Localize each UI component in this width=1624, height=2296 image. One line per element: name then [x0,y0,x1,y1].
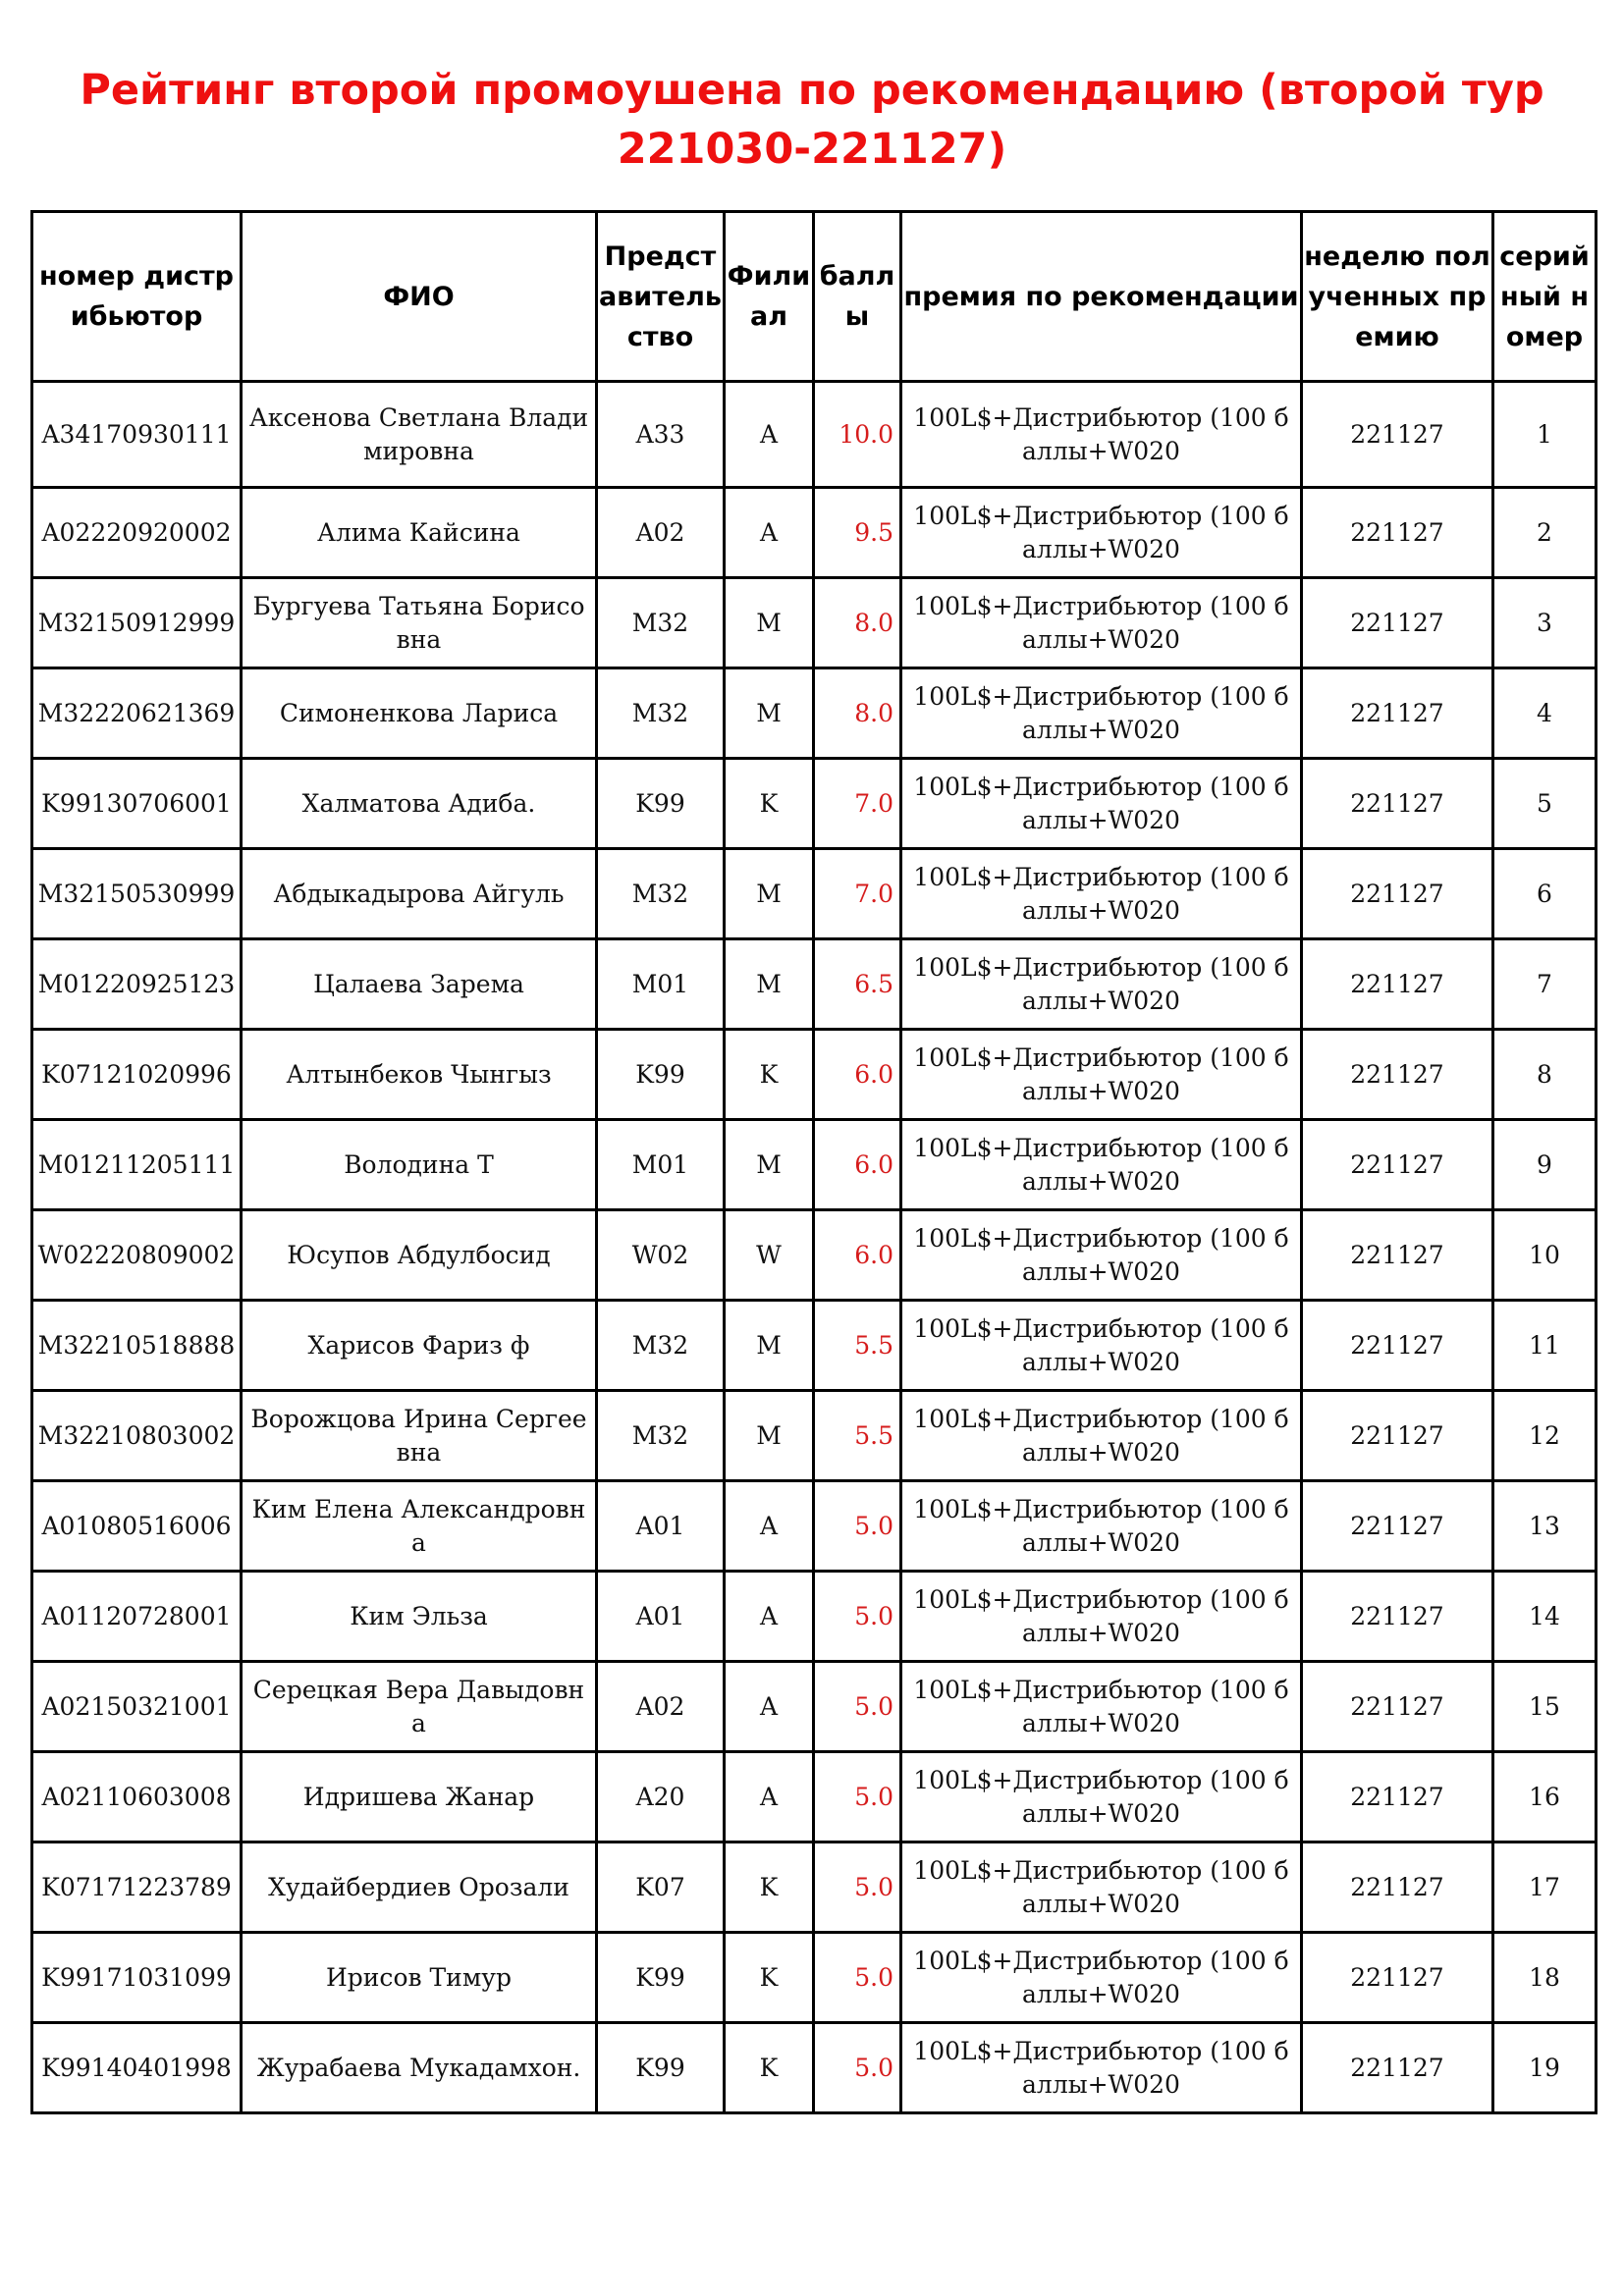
cell-full-name: Ким Елена Александровна [242,1481,597,1572]
table-row [32,578,1597,668]
table-row [32,849,1597,939]
cell-branch: A [725,382,814,488]
cell-distributor-id: K99130706001 [32,759,242,849]
cell-serial-number: 11 [1493,1301,1597,1391]
cell-week: 221127 [1302,1752,1493,1842]
cell-office: M32 [597,849,725,939]
cell-full-name: Володина Т [242,1120,597,1210]
cell-week: 221127 [1302,849,1493,939]
cell-distributor-id: A01120728001 [32,1572,242,1662]
header-score: баллы [814,212,901,382]
header-distributor-id: номер дистрибьютор [32,212,242,382]
cell-week: 221127 [1302,1030,1493,1120]
cell-serial-number: 18 [1493,1933,1597,2023]
cell-office: K99 [597,2023,725,2113]
cell-distributor-id: K07171223789 [32,1842,242,1933]
cell-office: M32 [597,668,725,759]
cell-week: 221127 [1302,1842,1493,1933]
cell-office: A01 [597,1481,725,1572]
cell-prize: 100L$+Дистрибьютор (100 баллы+W020 [901,1933,1302,2023]
table-body [32,382,1597,2113]
cell-branch: A [725,1572,814,1662]
cell-prize: 100L$+Дистрибьютор (100 баллы+W020 [901,1572,1302,1662]
cell-distributor-id: K99140401998 [32,2023,242,2113]
cell-score: 7.0 [814,849,901,939]
cell-score: 5.0 [814,1842,901,1933]
cell-distributor-id: M32150912999 [32,578,242,668]
cell-office: M01 [597,939,725,1030]
cell-branch: M [725,578,814,668]
cell-full-name: Алима Кайсина [242,488,597,578]
cell-full-name: Ирисов Тимур [242,1933,597,2023]
cell-office: A33 [597,382,725,488]
table-row [32,1301,1597,1391]
cell-prize: 100L$+Дистрибьютор (100 баллы+W020 [901,1752,1302,1842]
cell-distributor-id: A02110603008 [32,1752,242,1842]
table-row [32,939,1597,1030]
cell-office: M32 [597,578,725,668]
table-row [32,1662,1597,1752]
cell-prize: 100L$+Дистрибьютор (100 баллы+W020 [901,578,1302,668]
cell-full-name: Юсупов Абдулбосид [242,1210,597,1301]
table-row [32,1481,1597,1572]
cell-branch: K [725,759,814,849]
cell-week: 221127 [1302,382,1493,488]
cell-week: 221127 [1302,578,1493,668]
cell-distributor-id: A02220920002 [32,488,242,578]
cell-branch: K [725,1842,814,1933]
cell-score: 6.0 [814,1120,901,1210]
table-row [32,488,1597,578]
cell-branch: M [725,939,814,1030]
cell-full-name: Аксенова Светлана Владимировна [242,382,597,488]
cell-serial-number: 6 [1493,849,1597,939]
cell-score: 5.5 [814,1391,901,1481]
cell-week: 221127 [1302,1933,1493,2023]
cell-distributor-id: A01080516006 [32,1481,242,1572]
cell-branch: W [725,1210,814,1301]
cell-office: M32 [597,1391,725,1481]
cell-week: 221127 [1302,1662,1493,1752]
cell-serial-number: 10 [1493,1210,1597,1301]
page-title [0,61,1624,179]
table-row [32,759,1597,849]
cell-week: 221127 [1302,1481,1493,1572]
cell-full-name: Ким Эльза [242,1572,597,1662]
rating-table [30,210,1597,2114]
cell-distributor-id: W02220809002 [32,1210,242,1301]
cell-prize: 100L$+Дистрибьютор (100 баллы+W020 [901,488,1302,578]
cell-week: 221127 [1302,2023,1493,2113]
header-office: Представительство [597,212,725,382]
cell-serial-number: 5 [1493,759,1597,849]
cell-branch: A [725,488,814,578]
cell-serial-number: 13 [1493,1481,1597,1572]
table-row [32,1933,1597,2023]
cell-office: A02 [597,488,725,578]
cell-score: 10.0 [814,382,901,488]
cell-week: 221127 [1302,939,1493,1030]
cell-office: A02 [597,1662,725,1752]
table-row [32,1752,1597,1842]
cell-full-name: Бургуева Татьяна Борисовна [242,578,597,668]
cell-prize: 100L$+Дистрибьютор (100 баллы+W020 [901,1391,1302,1481]
cell-full-name: Серецкая Вера Давыдовна [242,1662,597,1752]
cell-prize: 100L$+Дистрибьютор (100 баллы+W020 [901,1210,1302,1301]
cell-score: 6.0 [814,1030,901,1120]
cell-prize: 100L$+Дистрибьютор (100 баллы+W020 [901,1662,1302,1752]
cell-branch: M [725,668,814,759]
cell-serial-number: 9 [1493,1120,1597,1210]
cell-serial-number: 1 [1493,382,1597,488]
cell-prize: 100L$+Дистрибьютор (100 баллы+W020 [901,759,1302,849]
table-row [32,382,1597,488]
cell-distributor-id: A34170930111 [32,382,242,488]
cell-serial-number: 16 [1493,1752,1597,1842]
cell-distributor-id: A02150321001 [32,1662,242,1752]
cell-full-name: Идришева Жанар [242,1752,597,1842]
cell-full-name: Симоненкова Лариса [242,668,597,759]
cell-week: 221127 [1302,1120,1493,1210]
cell-full-name: Журабаева Мукадамхон. [242,2023,597,2113]
cell-serial-number: 2 [1493,488,1597,578]
cell-week: 221127 [1302,759,1493,849]
cell-score: 5.0 [814,2023,901,2113]
header-branch: Филиал [725,212,814,382]
cell-distributor-id: M32210803002 [32,1391,242,1481]
cell-week: 221127 [1302,488,1493,578]
table-row [32,1210,1597,1301]
table-row [32,2023,1597,2113]
cell-office: M01 [597,1120,725,1210]
cell-serial-number: 14 [1493,1572,1597,1662]
cell-branch: A [725,1662,814,1752]
cell-serial-number: 17 [1493,1842,1597,1933]
cell-branch: M [725,1120,814,1210]
cell-score: 5.0 [814,1481,901,1572]
table-row [32,1572,1597,1662]
cell-branch: K [725,1933,814,2023]
cell-branch: M [725,1301,814,1391]
cell-prize: 100L$+Дистрибьютор (100 баллы+W020 [901,1481,1302,1572]
header-full-name: ФИО [242,212,597,382]
table-row [32,1842,1597,1933]
cell-prize: 100L$+Дистрибьютор (100 баллы+W020 [901,382,1302,488]
cell-prize: 100L$+Дистрибьютор (100 баллы+W020 [901,939,1302,1030]
cell-office: K99 [597,1030,725,1120]
cell-full-name: Абдыкадырова Айгуль [242,849,597,939]
cell-branch: M [725,1391,814,1481]
cell-serial-number: 8 [1493,1030,1597,1120]
cell-branch: M [725,849,814,939]
cell-office: K07 [597,1842,725,1933]
cell-serial-number: 15 [1493,1662,1597,1752]
cell-office: W02 [597,1210,725,1301]
cell-distributor-id: K07121020996 [32,1030,242,1120]
cell-week: 221127 [1302,1210,1493,1301]
cell-serial-number: 19 [1493,2023,1597,2113]
cell-office: A20 [597,1752,725,1842]
cell-prize: 100L$+Дистрибьютор (100 баллы+W020 [901,1842,1302,1933]
cell-branch: K [725,1030,814,1120]
cell-score: 5.0 [814,1572,901,1662]
cell-score: 6.5 [814,939,901,1030]
cell-office: K99 [597,759,725,849]
cell-prize: 100L$+Дистрибьютор (100 баллы+W020 [901,2023,1302,2113]
table-row [32,1030,1597,1120]
cell-distributor-id: M32220621369 [32,668,242,759]
cell-distributor-id: M32210518888 [32,1301,242,1391]
table-row [32,1391,1597,1481]
table-header [32,212,1597,382]
cell-score: 6.0 [814,1210,901,1301]
cell-full-name: Цалаева Зарема [242,939,597,1030]
page-title-line-1: Рейтинг второй промоушена по рекомендацию (второй тур [80,66,1544,115]
cell-week: 221127 [1302,1572,1493,1662]
cell-office: A01 [597,1572,725,1662]
cell-score: 5.5 [814,1301,901,1391]
cell-serial-number: 12 [1493,1391,1597,1481]
cell-score: 8.0 [814,668,901,759]
header-serial: серийный номер [1493,212,1597,382]
cell-week: 221127 [1302,1391,1493,1481]
header-week: неделю полученных премию [1302,212,1493,382]
cell-distributor-id: M01211205111 [32,1120,242,1210]
cell-full-name: Харисов Фариз ф [242,1301,597,1391]
cell-prize: 100L$+Дистрибьютор (100 баллы+W020 [901,1301,1302,1391]
cell-office: K99 [597,1933,725,2023]
cell-branch: A [725,1752,814,1842]
cell-score: 5.0 [814,1662,901,1752]
header-row [32,212,1597,382]
cell-prize: 100L$+Дистрибьютор (100 баллы+W020 [901,849,1302,939]
cell-score: 7.0 [814,759,901,849]
cell-score: 9.5 [814,488,901,578]
cell-branch: K [725,2023,814,2113]
cell-serial-number: 4 [1493,668,1597,759]
table-row [32,668,1597,759]
cell-score: 5.0 [814,1933,901,2023]
cell-branch: A [725,1481,814,1572]
cell-serial-number: 3 [1493,578,1597,668]
cell-prize: 100L$+Дистрибьютор (100 баллы+W020 [901,668,1302,759]
cell-full-name: Худайбердиев Орозали [242,1842,597,1933]
cell-prize: 100L$+Дистрибьютор (100 баллы+W020 [901,1030,1302,1120]
cell-distributor-id: K99171031099 [32,1933,242,2023]
cell-score: 5.0 [814,1752,901,1842]
cell-serial-number: 7 [1493,939,1597,1030]
cell-prize: 100L$+Дистрибьютор (100 баллы+W020 [901,1120,1302,1210]
header-prize: премия по рекомендации [901,212,1302,382]
cell-score: 8.0 [814,578,901,668]
table-row [32,1120,1597,1210]
cell-full-name: Халматова Адиба. [242,759,597,849]
cell-distributor-id: M01220925123 [32,939,242,1030]
cell-office: M32 [597,1301,725,1391]
cell-full-name: Алтынбеков Чынгыз [242,1030,597,1120]
cell-week: 221127 [1302,668,1493,759]
cell-full-name: Ворожцова Ирина Сергеевна [242,1391,597,1481]
cell-week: 221127 [1302,1301,1493,1391]
page-title-line-2: 221030-221127) [617,125,1007,174]
cell-distributor-id: M32150530999 [32,849,242,939]
